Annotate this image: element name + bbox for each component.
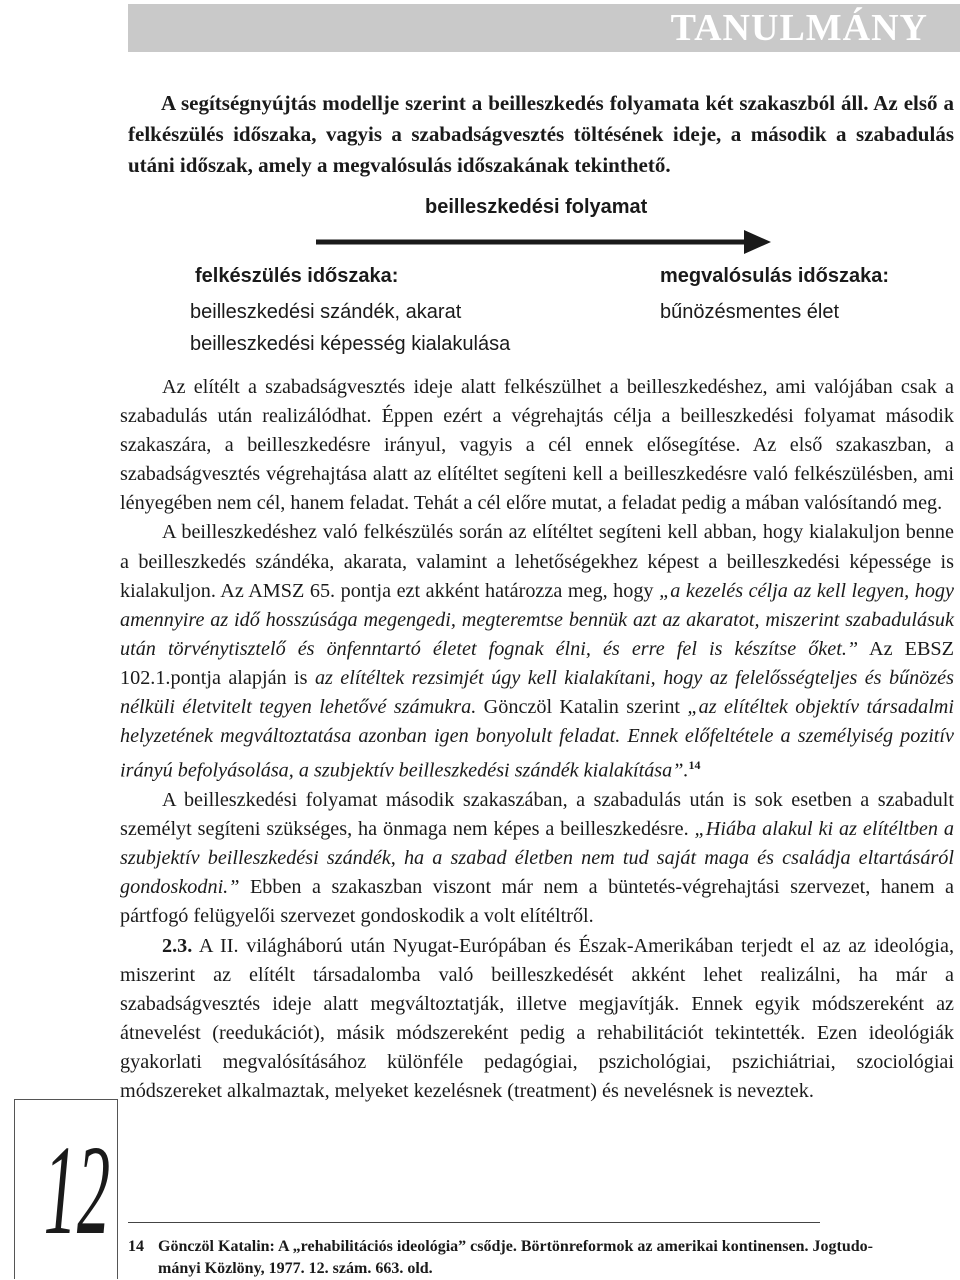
quote: „a kezelés célja az kell legyen, hogy amennyire az idő hosszúsága megengedi, megteremtse bennük azt az akaratot, miszerint szabadulásuk után törvénytisztelő és önfenntartó életet fognak élni, és erre fel is készítse őket.” [120, 579, 954, 660]
section-number: 2.3. [162, 934, 193, 957]
body-text [120, 373, 954, 1106]
footnote-number: 14 [128, 1238, 144, 1255]
intro-text: A segítségnyújtás modellje szerint a beilleszkedés folyamata két szakaszból áll. Az első a felkészülés időszaka, vagyis a szabadságvesztés töltésének ideje, a második a szabadulás utáni időszak, amely a megvalósulás időszakának tekinthető. [128, 91, 954, 177]
footnote-ref[interactable]: 14 [688, 758, 701, 773]
quote: „az elítéltek objektív társadalmi helyzetének megváltoztatása azonban igen bonyolult feladat. Ennek előfeltétele a személyiség pozitív irányú befolyásolása, a szubjektív beilleszkedési szándék kialakítása”. [120, 696, 954, 782]
text-run: A beilleszkedési folyamat második szakaszában, a szabadulás után is sok esetben a szabadult személyt segíteni szükséges, ha önmaga nem képes a beilleszkedésre. [120, 789, 954, 841]
paragraph-4 [120, 932, 954, 1107]
text-run: A II. világháború után Nyugat-Európában és Észak-Amerikában terjedt el az az ideológia, miszerint az elítélt társadalomba való beilleszkedését akként lehet realizálni, ha már a szabadságvesztés ideje alatt megváltoztatják, illetve megjavítják. Ennek egyik módszereként az átnevelést (reedukációt), másik módszereként pedig a rehabilitációt tekintették. Ezen ideológiák gyakorlati megvalósításához különféle pedagógiai, pszichológiai, pszichiátriai, szociológiai módszereket alkalmaztak, melyeket kezelésnek (treatment) és nevelésnek is neveztek. [120, 934, 954, 1102]
text-run: A beilleszkedéshez való felkészülés során az elítéltet segíteni kell abban, hogy kialakuljon benne a beilleszkedés szándéka, akarata, valamint a lehetőségekhez képest a beilleszkedési képessége is kialakuljon. Az AMSZ 65. pontja ezt akként határozza meg, hogy [120, 521, 954, 602]
realization-item: bűnözésmentes élet [660, 301, 840, 323]
text-run: Gönczöl Katalin szerint [476, 696, 688, 719]
text-run: Ebben a szakaszban viszont már nem a büntetés-végrehajtási szervezet, hanem a pártfogó felügyelői szervezet gondoskodik a volt elítéltről. [120, 876, 954, 928]
preparation-phase-title: felkészülés időszaka: [195, 265, 399, 287]
footnote-divider [128, 1222, 820, 1223]
footnote [128, 1236, 954, 1280]
quote: az elítéltek rezsimjét úgy kell kialakítani, hogy az felelősségteljes és bűnözés nélküli életvitelt tegyen lehetővé számukra. [120, 666, 954, 719]
header-bar [128, 4, 960, 52]
paragraph-3 [120, 786, 954, 931]
footnote-line: Gönczöl Katalin: A „rehabilitációs ideológia” csődje. Börtönreformok az amerikai kontinensen. Jogtudo- [158, 1238, 873, 1255]
quote: „Hiába alakul ki az elítéltben a szubjektív beilleszkedési szándék, ha a szabad életben nem tud saját maga és családja eltartásáról gondoskodni.” [120, 818, 954, 899]
intro-paragraph [128, 88, 954, 181]
page-number: 12 [43, 1119, 111, 1261]
page-number-box [14, 1099, 118, 1279]
preparation-item: beilleszkedési képesség kialakulása [190, 333, 511, 355]
footnote-line: mányi Közlöny, 1977. 12. szám. 663. old. [158, 1260, 433, 1277]
preparation-item: beilleszkedési szándék, akarat [190, 301, 462, 323]
section-title: TANULMÁNY [670, 7, 928, 49]
realization-phase-title: megvalósulás időszaka: [660, 265, 889, 287]
paragraph-1: Az elítélt a szabadságvesztés ideje alatt felkészülhet a beilleszkedéshez, ami valójában csak a szabadulás után realizálódhat. Éppen ezért a végrehajtás célja a beilleszkedési folyamat második szakaszára, a beilleszkedésre irányul, vagyis a cél ennek elősegítése. Az első szakaszban, a szabadságvesztés végrehajtása alatt az elítéltet segíteni kell a beilleszkedésre való felkészülésben, ami lényegében nem cél, hanem feladat. Tehát a cél előre mutat, a feladat pedig a mában valósítandó meg. [120, 376, 954, 515]
text-run: Az EBSZ 102.1.pontja alapján is [120, 637, 954, 689]
paragraph-2 [120, 518, 954, 786]
diagram-title: beilleszkedési folyamat [425, 196, 648, 218]
process-arrow-icon [316, 228, 771, 256]
